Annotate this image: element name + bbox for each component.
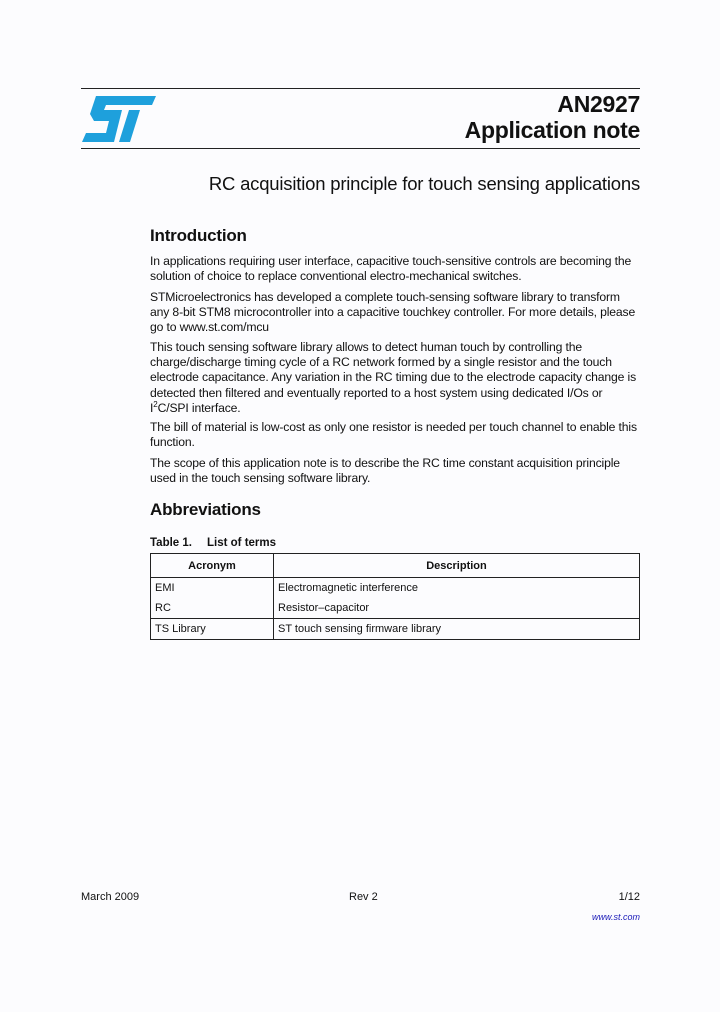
header-bottom-rule	[81, 148, 640, 149]
list-of-terms-table	[150, 553, 640, 640]
document-number: AN2927	[557, 91, 640, 117]
acronym-cell: EMI	[151, 578, 274, 599]
intro-paragraph-4: The bill of material is low-cost as only one resistor is needed per touch channel to enable this function.	[150, 420, 637, 450]
description-cell: ST touch sensing firmware library	[274, 619, 640, 640]
table-caption	[150, 537, 276, 549]
intro-paragraph-1: In applications requiring user interface, capacitive touch-sensitive controls are becoming the solution of choice to replace conventional electro-mechanical switches.	[150, 254, 632, 284]
footer-page-number: 1/12	[618, 891, 640, 903]
table-row	[151, 598, 640, 619]
table-caption-title: List of terms	[207, 537, 277, 549]
st-logo-icon	[82, 96, 156, 142]
description-cell: Resistor–capacitor	[274, 598, 640, 619]
column-header-acronym: Acronym	[151, 554, 274, 578]
column-header-description: Description	[274, 554, 640, 578]
document-type: Application note	[464, 117, 640, 143]
description-cell: Electromagnetic interference	[274, 578, 640, 599]
i2c-suffix: C/SPI interface.	[157, 400, 241, 415]
table-caption-number: Table 1.	[150, 537, 192, 549]
document-subtitle: RC acquisition principle for touch sensing applications	[208, 173, 640, 194]
header-top-rule	[81, 88, 640, 89]
table-row	[151, 619, 640, 640]
intro-paragraph-3	[150, 340, 642, 416]
footer-website-link[interactable]: www.st.com	[591, 912, 640, 922]
i2c-prefix: I	[150, 400, 154, 415]
acronym-cell: TS Library	[151, 619, 274, 640]
footer-revision: Rev 2	[349, 891, 378, 903]
section-heading-abbreviations: Abbreviations	[150, 500, 261, 519]
intro-paragraph-3-text: This touch sensing software library allows to detect human touch by controlling the charge/discharge timing cycle of a RC network formed by a single resistor and the touch electrode capacitance. Any variation in the RC timing due to the electrode capacity change is detected then filtered and eventually reported to a host system using dedicated I/Os or	[150, 340, 637, 400]
i2c-superscript: 2	[153, 399, 158, 409]
acronym-cell: RC	[151, 598, 274, 619]
footer-date: March 2009	[81, 891, 140, 903]
intro-paragraph-5: The scope of this application note is to describe the RC time constant acquisition principle used in the touch sensing software library.	[150, 456, 620, 486]
table-row	[151, 578, 640, 599]
table-header-row	[151, 554, 640, 578]
section-heading-introduction: Introduction	[150, 226, 247, 245]
intro-paragraph-2: STMicroelectronics has developed a complete touch-sensing software library to transform any 8-bit STM8 microcontroller into a capacitive touchkey controller. For more details, please go to www.st.com/mcu	[150, 290, 636, 335]
